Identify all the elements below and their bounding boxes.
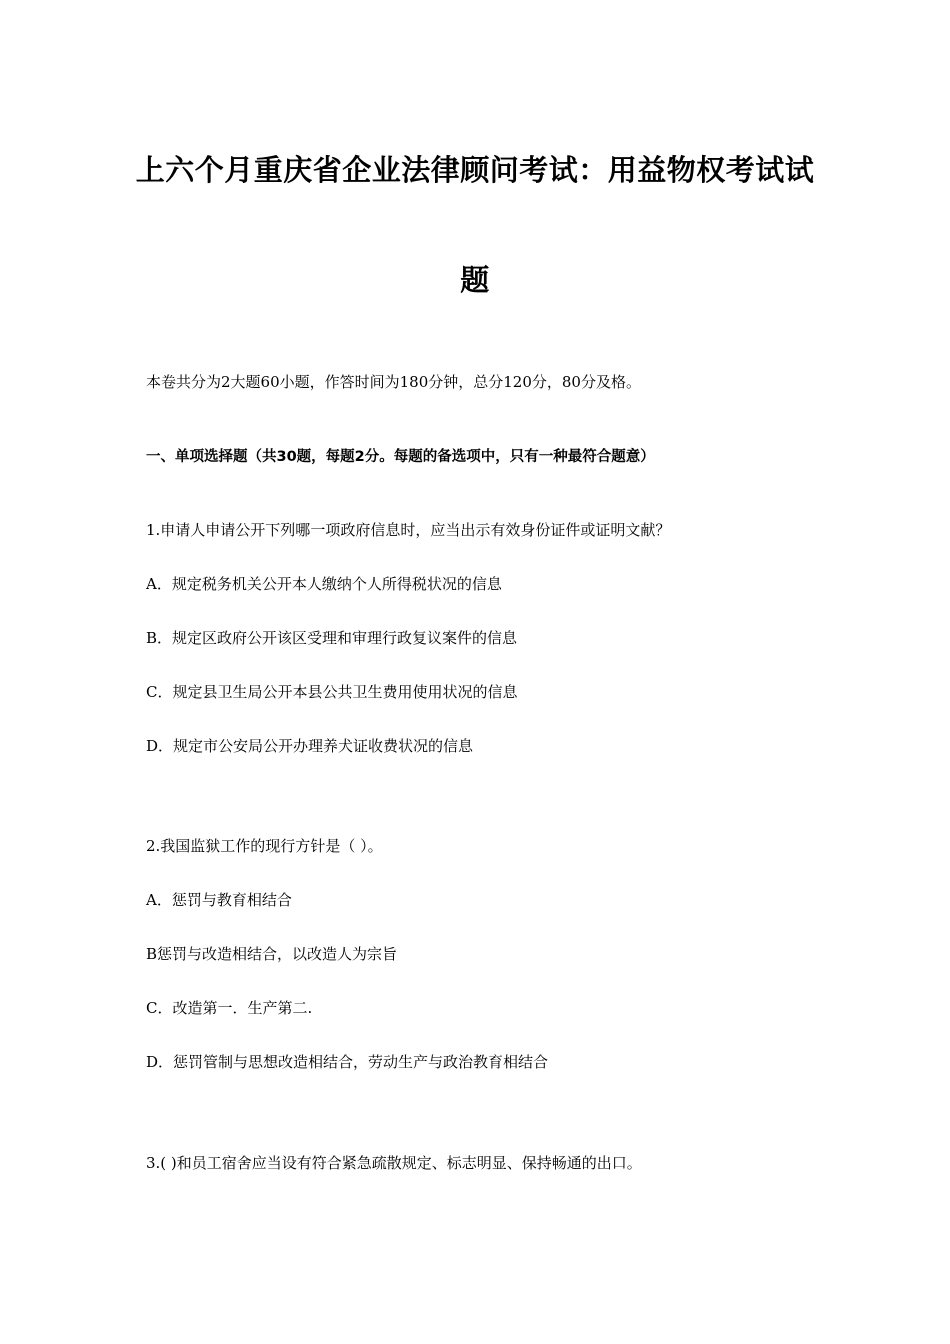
exam-intro: 本卷共分为2大题60小题，作答时间为180分钟，总分120分，80分及格。 — [146, 373, 641, 391]
question-1-option-a: A．规定税务机关公开本人缴纳个人所得税状况的信息 — [146, 575, 502, 593]
question-2-option-d: D．惩罚管制与思想改造相结合，劳动生产与政治教育相结合 — [146, 1053, 549, 1071]
question-2-option-a: A．惩罚与教育相结合 — [146, 891, 292, 909]
question-2-stem: 2.我国监狱工作的现行方针是（ ）。 — [146, 837, 383, 855]
question-2-option-c: C．改造第一．生产第二. — [146, 999, 313, 1017]
question-1-option-b: B．规定区政府公开该区受理和审理行政复议案件的信息 — [146, 629, 518, 647]
question-1-option-c: C．规定县卫生局公开本县公共卫生费用使用状况的信息 — [146, 683, 518, 701]
question-2-option-b: B惩罚与改造相结合，以改造人为宗旨 — [146, 945, 398, 963]
page-title-line-1: 上六个月重庆省企业法律顾问考试：用益物权考试试 — [135, 153, 815, 187]
page-title-line-2: 题 — [460, 263, 490, 297]
section-heading: 一、单项选择题（共30题，每题2分。每题的备选项中，只有一种最符合题意） — [146, 449, 655, 465]
question-1-stem: 1.申请人申请公开下列哪一项政府信息时，应当出示有效身份证件或证明文献？ — [146, 521, 671, 539]
question-1-option-d: D．规定市公安局公开办理养犬证收费状况的信息 — [146, 737, 474, 755]
question-3-stem: 3.( )和员工宿舍应当设有符合紧急疏散规定、标志明显、保持畅通的出口。 — [146, 1154, 642, 1172]
